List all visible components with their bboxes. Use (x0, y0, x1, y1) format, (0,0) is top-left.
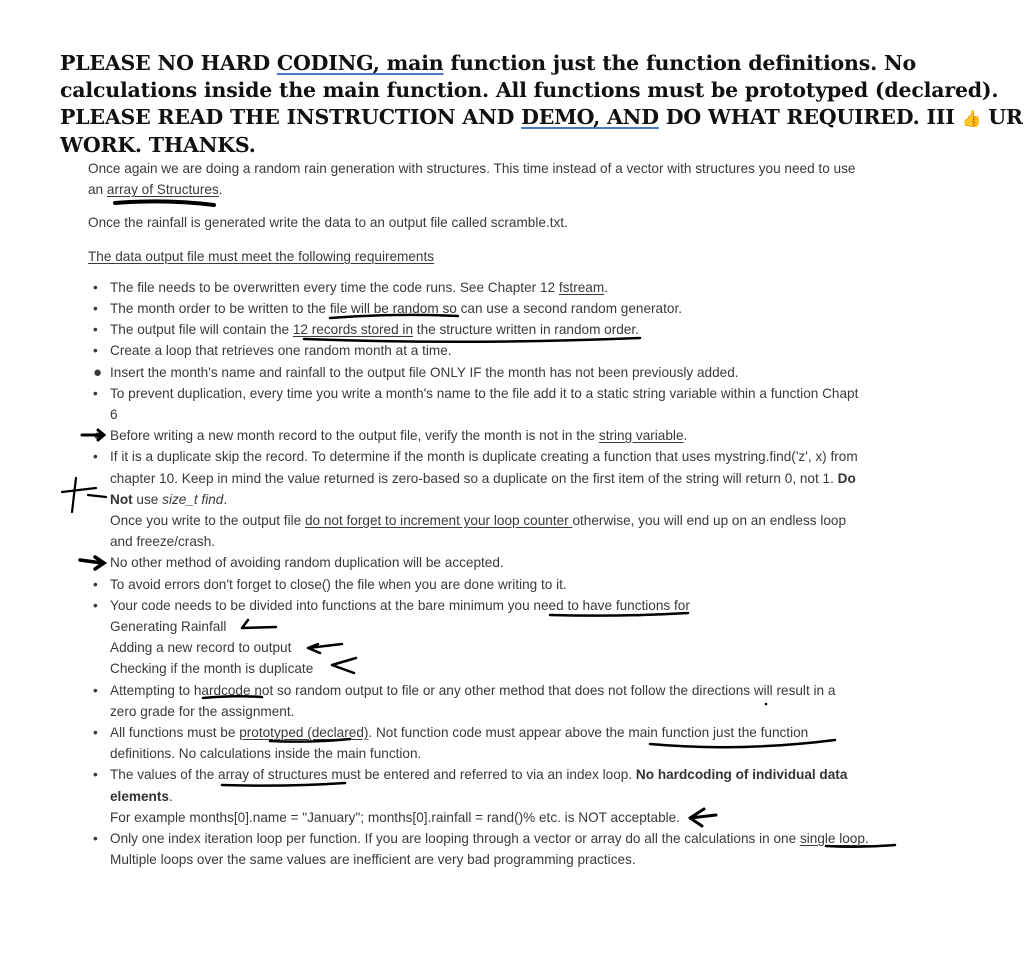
header-text: DO WHAT REQUIRED. III (658, 105, 962, 129)
item-bold-text: elements (110, 788, 169, 804)
bullet-dot-icon: • (93, 385, 98, 401)
array-of-structures-text: array of Structures (106, 182, 219, 198)
item-italic-text: size_t find (162, 491, 224, 507)
bullet-dot-icon: • (93, 322, 98, 338)
list-item (88, 383, 903, 425)
output-file-paragraph: Once the rainfall is generated write the data to an output file called scramble.txt. (88, 215, 568, 231)
header-line-2: calculations inside the main function. All functions must be prototyped (declared). (60, 78, 999, 102)
list-item (88, 319, 903, 340)
list-item (88, 828, 903, 870)
prototyped-text: prototyped (declared) (239, 725, 369, 741)
requirements-list (88, 277, 903, 871)
bullet-dot-icon: • (93, 831, 98, 847)
item-bold-text: Not (110, 491, 133, 507)
list-item (88, 595, 903, 680)
header-note (60, 50, 1023, 159)
list-item (88, 362, 903, 383)
item-text: To avoid errors don't forget to close() the file when you are done writing to it. (110, 576, 567, 592)
header-line-1 (60, 50, 960, 77)
item-text: . (223, 491, 228, 507)
item-text: Only one index iteration loop per function. If you are looping through a vector or array do all the calculations in one (110, 831, 800, 847)
item-text: . Not function code must appear above the main function just the function (368, 725, 809, 741)
header-line-4: WORK. THANKS. (60, 133, 256, 157)
item-text: No other method of avoiding random duplication will be accepted. (110, 555, 504, 571)
bullet-dot-icon: • (93, 597, 98, 613)
requirements-title: The data output file must meet the following requirements (88, 248, 435, 264)
bullet-dot-icon: ● (93, 427, 103, 445)
item-text: . (683, 428, 688, 444)
header-text: PLEASE READ THE INSTRUCTION AND (60, 105, 522, 129)
list-item (88, 680, 903, 722)
item-text: . (604, 279, 608, 295)
bullet-dot-icon: • (93, 682, 98, 698)
list-item (88, 277, 903, 298)
intro-text: Once again we are doing a random rain generation with structures. This time instead of a vector with structures you need to use (88, 161, 856, 176)
item-text: Once you write to the output file (110, 513, 305, 529)
intro-text: an (88, 182, 107, 198)
bullet-dot-icon: • (93, 279, 98, 295)
records-text: 12 records stored in (292, 322, 414, 338)
assignment-body (88, 158, 903, 871)
item-text: otherwise, you will end up on an endless loop (572, 513, 847, 529)
bullet-dot-icon: • (93, 301, 98, 317)
list-item (88, 764, 903, 828)
bullet-dot-icon: • (93, 767, 98, 783)
intro-paragraph (88, 158, 903, 200)
example-text: For example months[0].name = "January"; months[0].rainfall = rand()% etc. is NOT acceptable. (110, 809, 681, 825)
loop-counter-text: do not forget to increment your loop counter (304, 513, 573, 529)
header-line-3 (60, 104, 1023, 132)
header-text: function just the function definitions. No (443, 51, 916, 75)
bullet-dot-icon: • (93, 343, 98, 359)
header-text: PLEASE NO HARD (60, 51, 277, 75)
item-bold-text: Do (837, 470, 856, 486)
item-text: use (132, 491, 163, 507)
fstream-text: fstream (558, 279, 605, 295)
item-text: Multiple loops over the same values are inefficient are very bad programming practices. (110, 852, 636, 868)
bullet-dot-icon: • (93, 576, 98, 592)
item-bold-text: No hardcoding of individual data (635, 767, 848, 783)
item-text: All functions must be (110, 725, 240, 741)
list-item (88, 425, 903, 446)
thumbs-up-icon: 👍 (961, 109, 982, 128)
item-text: . (168, 788, 173, 804)
item-text: If it is a duplicate skip the record. To determine if the month is duplicate creating a function that uses mystring.find('z', x) from (110, 449, 858, 465)
item-text: definitions. No calculations inside the main function. (110, 746, 422, 762)
item-text: The values of the array of structures must be entered and referred to via an index loop. (110, 767, 636, 783)
header-underlined-demo: DEMO, AND (521, 105, 659, 129)
list-item (88, 446, 903, 552)
item-text: zero grade for the assignment. (110, 703, 295, 719)
function-name-text: Generating Rainfall (110, 619, 227, 635)
item-text: Insert the month's name and rainfall to the output file ONLY IF the month has not been previously added. (110, 364, 739, 380)
function-name-text: Adding a new record to output (110, 640, 292, 656)
string-variable-text: string variable (598, 428, 684, 444)
item-text: Create a loop that retrieves one random month at a time. (110, 343, 452, 359)
item-text: The file needs to be overwritten every time the code runs. See Chapter 12 (110, 279, 559, 295)
intro-text: . (218, 182, 223, 198)
item-text: Attempting to hardcode not so random output to file or any other method that does not follow the directions will result in a (110, 682, 836, 698)
single-loop-text: single loop. (799, 831, 869, 847)
item-text: and freeze/crash. (110, 534, 216, 550)
header-text: UR (981, 105, 1023, 129)
list-item (88, 722, 903, 764)
list-item (88, 340, 903, 361)
header-underlined-coding: CODING, main (276, 51, 444, 75)
item-text: The month order to be written to the file will be random so can use a second random generator. (110, 301, 683, 317)
list-item (88, 574, 903, 595)
item-text: the structure written in random order. (413, 322, 639, 338)
list-item (88, 552, 903, 573)
item-text: 6 (110, 407, 118, 423)
item-text: Before writing a new month record to the output file, verify the month is not in the (110, 428, 599, 444)
item-text: The output file will contain the (110, 322, 293, 338)
function-name-text: Checking if the month is duplicate (110, 661, 314, 677)
item-text: Your code needs to be divided into functions at the bare minimum you need to have functions for (110, 597, 690, 613)
bullet-dot-icon: • (93, 725, 98, 741)
bullet-dot-icon: ● (93, 363, 103, 381)
list-item (88, 298, 903, 319)
item-text: To prevent duplication, every time you write a month's name to the file add it to a static string variable within a function Chapt (110, 385, 859, 401)
item-text: chapter 10. Keep in mind the value returned is zero-based so a duplicate on the first item of the string will return 0, not 1. (110, 470, 838, 486)
bullet-dot-icon: • (93, 449, 98, 465)
